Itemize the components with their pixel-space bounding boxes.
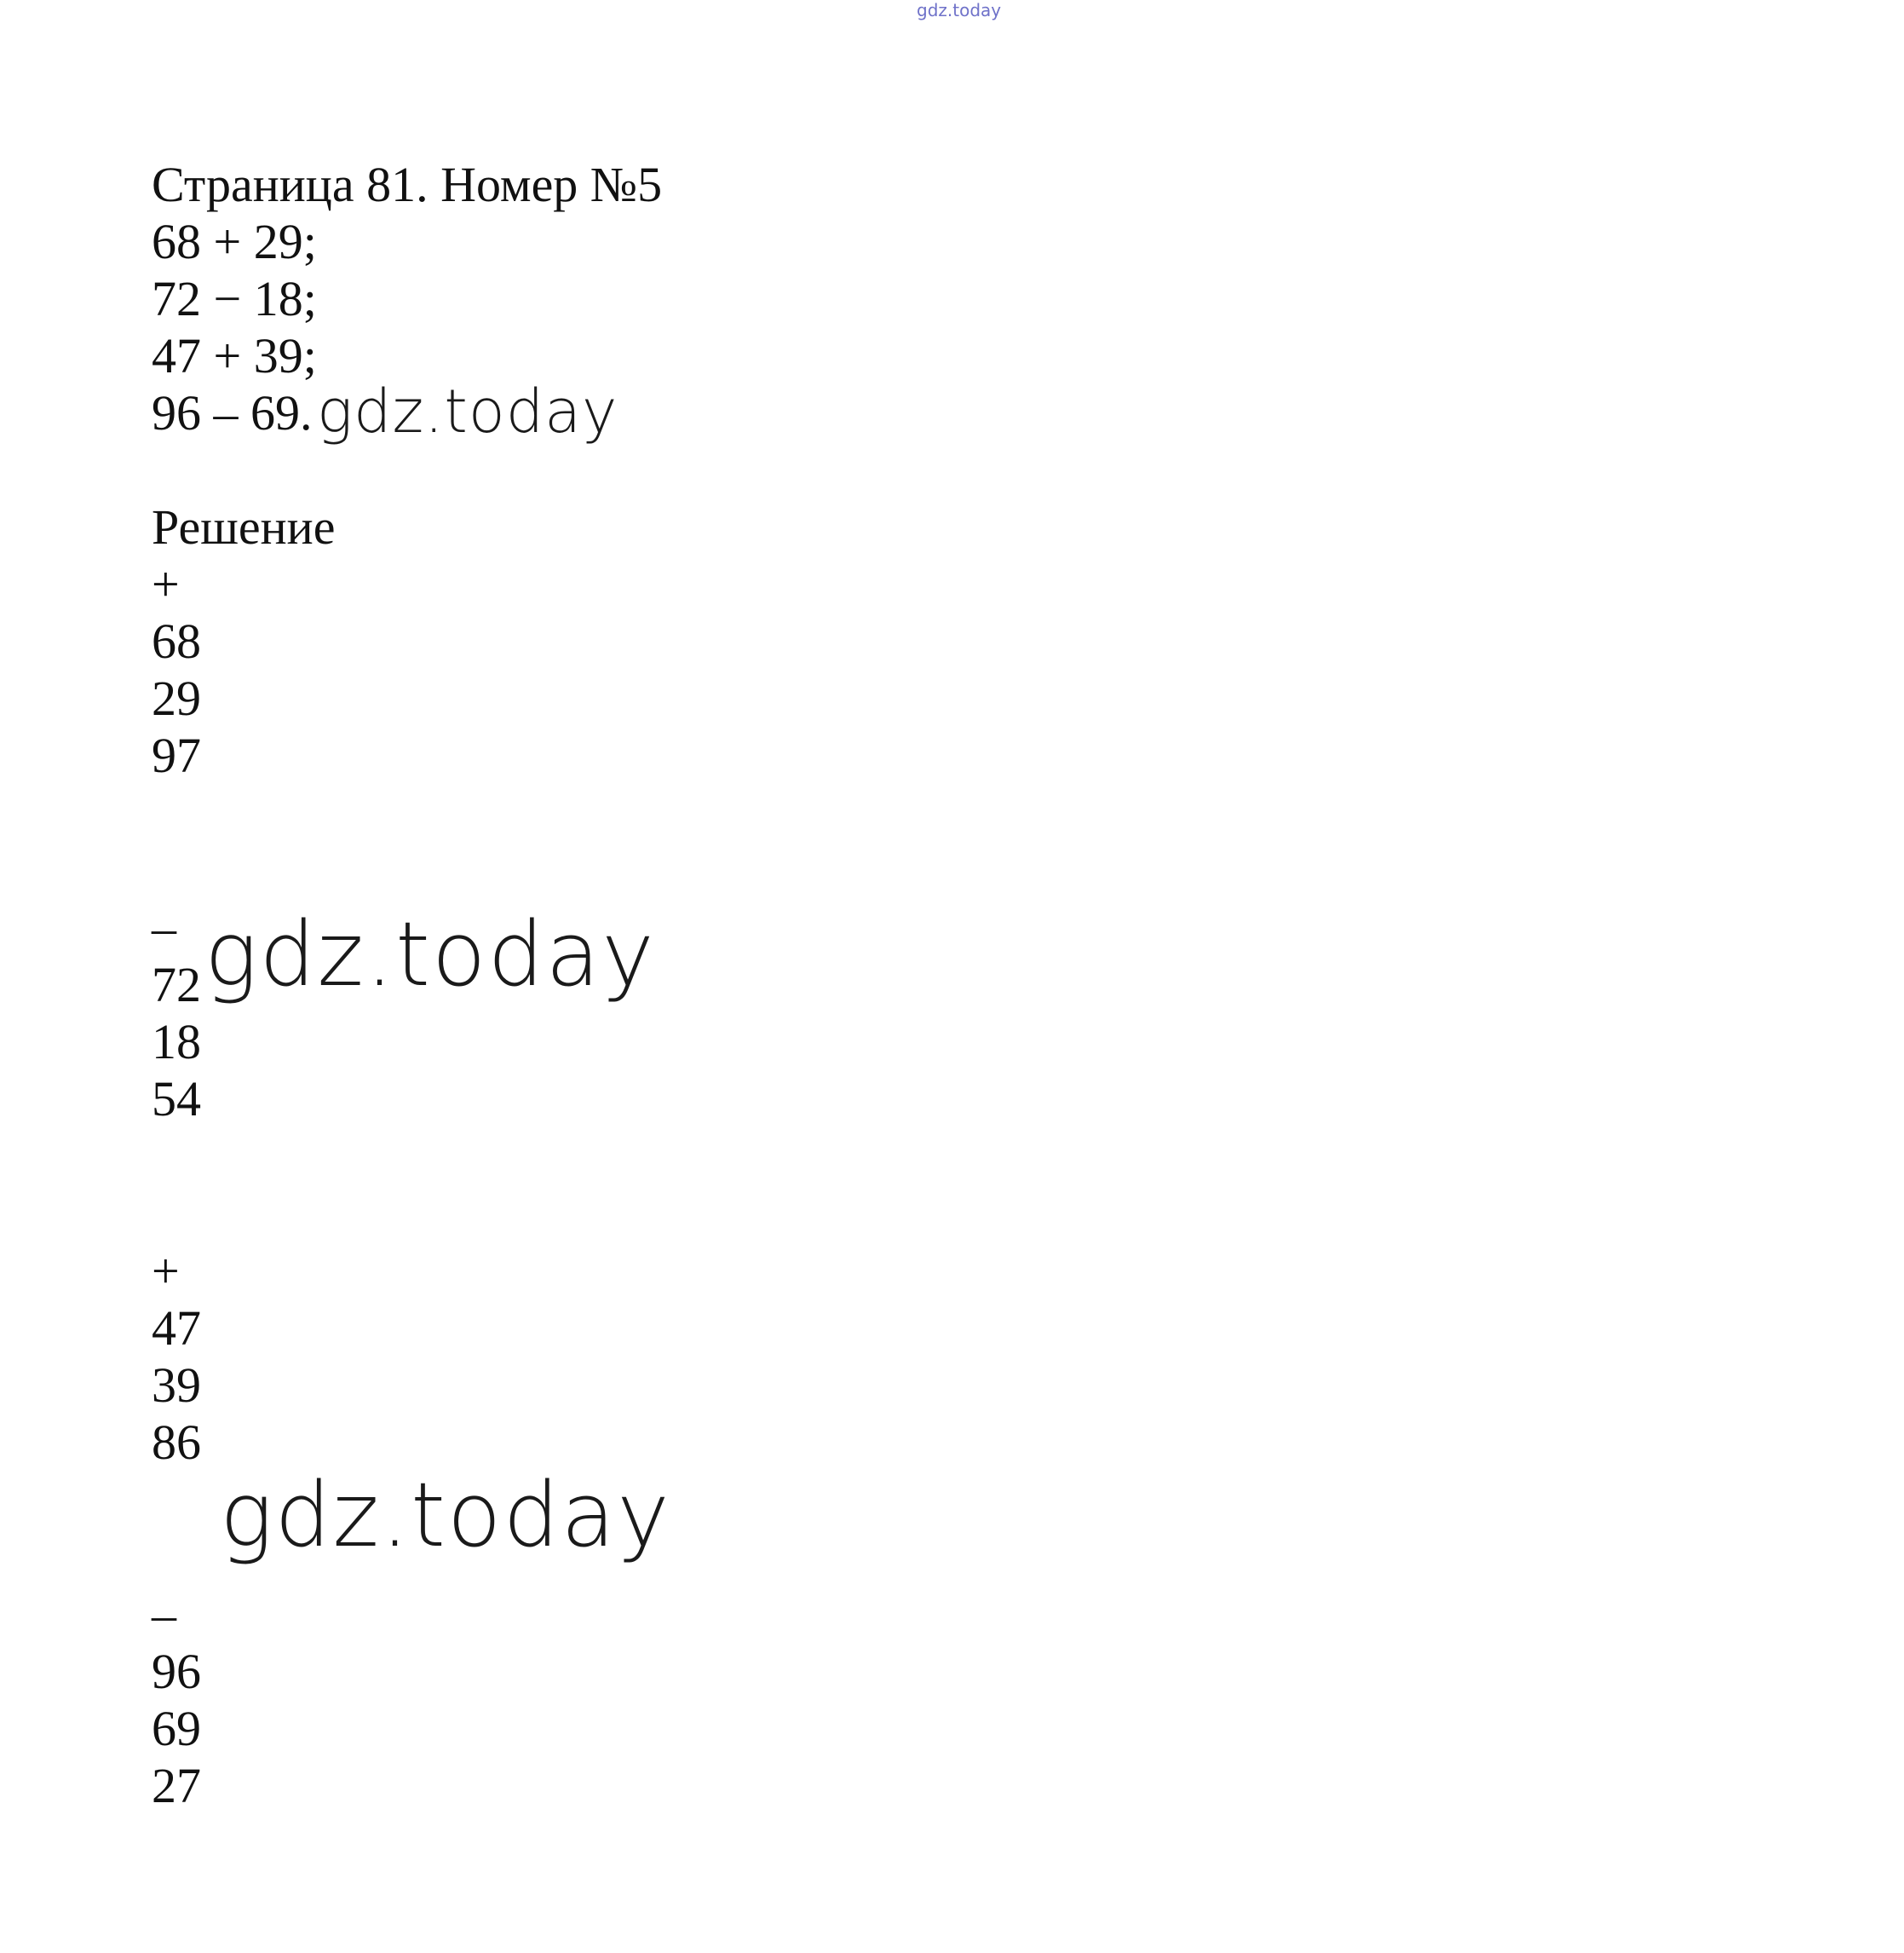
solution-heading: Решение <box>152 499 336 555</box>
block-2-operand-b: 18 <box>152 1014 201 1069</box>
block-2-result: 54 <box>152 1071 201 1126</box>
block-1-operand-a: 68 <box>152 614 201 669</box>
expression-1: 68 + 29; <box>152 214 317 269</box>
block-3-result: 86 <box>152 1414 201 1470</box>
block-4-operand-b: 69 <box>152 1701 201 1756</box>
watermark-top: gdz.today <box>917 0 1002 20</box>
task-title: Страница 81. Номер №5 <box>152 157 663 212</box>
block-4-result: 27 <box>152 1758 201 1813</box>
block-1-sign: + <box>152 556 180 612</box>
block-3-operand-b: 39 <box>152 1357 201 1413</box>
block-2-sign: – <box>152 900 176 955</box>
block-3-operand-a: 47 <box>152 1300 201 1356</box>
watermark-inline: gdz.today <box>317 377 618 446</box>
block-4-sign: – <box>152 1587 176 1642</box>
watermark-large-2: gdz.today <box>220 1463 671 1567</box>
block-1-result: 97 <box>152 728 201 783</box>
block-3-sign: + <box>152 1243 180 1299</box>
block-1-operand-b: 29 <box>152 671 201 726</box>
block-4-operand-a: 96 <box>152 1644 201 1699</box>
block-2-operand-a: 72 <box>152 957 201 1012</box>
expression-3: 47 + 39; <box>152 328 317 383</box>
expression-4: 96 – 69. <box>152 385 313 441</box>
watermark-large-1: gdz.today <box>204 902 656 1006</box>
expression-2: 72 − 18; <box>152 271 317 326</box>
